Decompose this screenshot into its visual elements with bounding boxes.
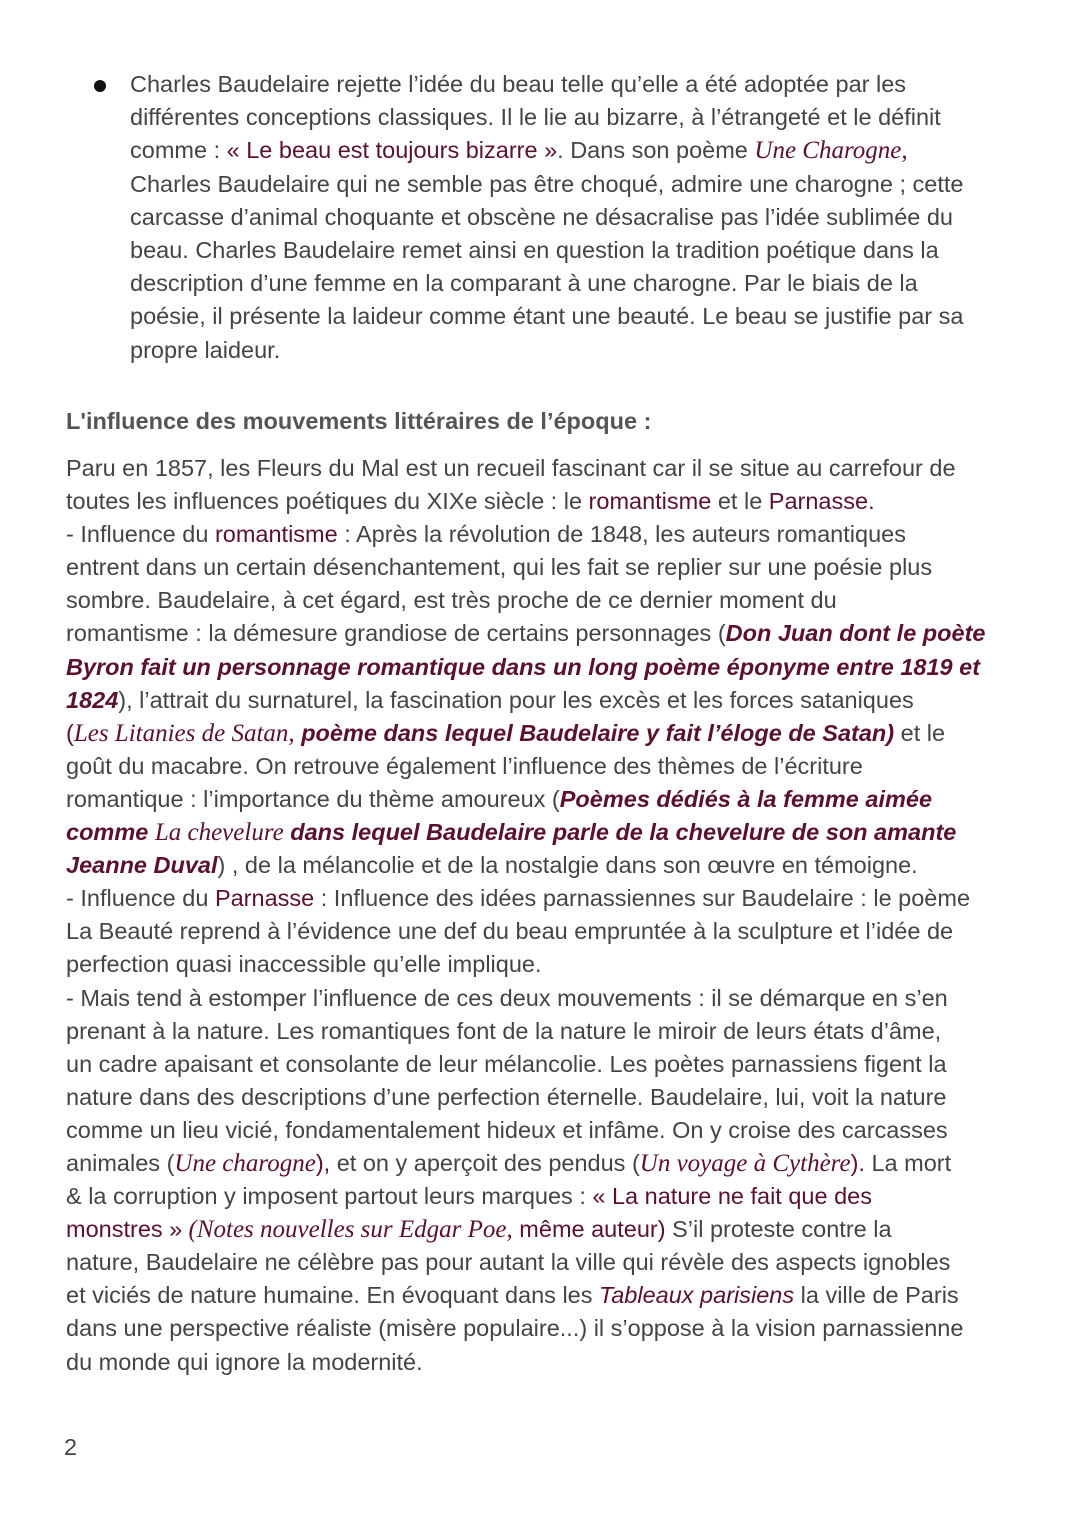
text-run: ), <box>315 1149 331 1176</box>
text-run: La mort <box>864 1149 952 1176</box>
text-line: Paru en 1857, les Fleurs du Mal est un recueil fascinant car il se situe au carrefour de <box>66 455 956 481</box>
text-line <box>66 617 1026 650</box>
text-line <box>66 684 1026 717</box>
keyword-romantisme: romantisme <box>214 521 338 548</box>
text-run: et le <box>711 488 769 515</box>
text-line: sombre. Baudelaire, à cet égard, est très proche de ce dernier moment du <box>66 587 837 614</box>
body-paragraph <box>66 452 1026 1379</box>
text-line <box>130 134 1030 167</box>
text-line <box>66 1279 1026 1312</box>
text-line <box>66 882 1026 915</box>
section-heading: L'influence des mouvements littéraires de l’époque : <box>66 408 652 434</box>
emphasis-text: Poèmes dédiés à la femme aimée <box>559 785 933 812</box>
poem-title: Les Litanies de Satan, <box>73 719 295 747</box>
keyword-parnasse: Parnasse <box>214 885 315 912</box>
emphasis-text: comme <box>66 819 155 846</box>
text-line <box>66 717 1026 750</box>
text-line <box>66 816 1026 849</box>
poem-title: Un voyage à Cythère <box>639 1149 851 1177</box>
text-line <box>66 485 1026 518</box>
text-run: ), l’attrait du surnaturel, la fascination pour les excès et les forces sataniques <box>118 686 914 713</box>
text-run: ( <box>66 719 74 746</box>
bullet-dot-icon <box>94 80 106 92</box>
text-line: prenant à la nature. Les romantiques font de la nature le miroir de leurs états d’âme, <box>66 1017 942 1044</box>
text-line: nature dans des descriptions d’une perfection éternelle. Baudelaire, lui, voit la nature <box>66 1083 947 1110</box>
poem-title: Une charogne <box>174 1149 316 1177</box>
text-run: même auteur) <box>512 1216 666 1243</box>
text-run: - Influence du <box>66 885 215 912</box>
text-line <box>66 1180 1026 1213</box>
text-run: ) , de la mélancolie et de la nostalgie dans son œuvre en témoigne. <box>217 852 918 879</box>
quote-text: « Le beau est toujours bizarre » <box>226 137 558 164</box>
emphasis-text: Don Juan dont le poète <box>725 620 986 647</box>
text-line <box>66 518 1026 551</box>
text-run: comme : <box>130 137 227 164</box>
text-run: : Influence des idées parnassiennes sur Baudelaire : le poème <box>314 885 971 912</box>
emphasis-text: 1824 <box>66 686 119 713</box>
text-line: différentes conceptions classiques. Il le lie au bizarre, à l’étrangeté et le définit <box>130 104 941 131</box>
text-run: romantisme : la démesure grandiose de certains personnages ( <box>66 620 726 647</box>
text-line <box>66 849 1026 882</box>
text-run: et le <box>894 719 946 746</box>
emphasis-text: Jeanne Duval <box>66 852 218 879</box>
text-run: animales ( <box>66 1149 175 1176</box>
text-run: . Dans son poème <box>557 137 755 164</box>
text-run: S’il proteste contre la <box>665 1216 892 1243</box>
text-line: La Beauté reprend à l’évidence une def du beau empruntée à la sculpture et l’idée de <box>66 918 954 945</box>
text-line: propre laideur. <box>130 336 281 363</box>
text-line <box>66 1213 1026 1246</box>
text-run: et viciés de nature humaine. En évoquant dans les <box>66 1282 600 1309</box>
quote-text: « La nature ne fait que des <box>592 1183 872 1210</box>
text-line: description d’une femme en la comparant à une charogne. Par le biais de la <box>130 270 918 297</box>
text-line: Charles Baudelaire rejette l’idée du beau telle qu’elle a été adoptée par les <box>130 71 907 97</box>
keyword-parnasse: Parnasse. <box>768 488 875 515</box>
quote-text: monstres » <box>66 1216 183 1243</box>
poem-title: La chevelure <box>154 819 284 847</box>
text-run: la ville de Paris <box>794 1282 959 1309</box>
text-run: : Après la révolution de 1848, les auteurs romantiques <box>337 521 906 548</box>
text-line: Byron fait un personnage romantique dans un long poème éponyme entre 1819 et <box>66 653 981 680</box>
text-line: comme un lieu vicié, fondamentalement hideux et infâme. On y croise des carcasses <box>66 1116 948 1143</box>
bullet-paragraph <box>130 68 1030 367</box>
text-run: romantique : l’importance du thème amoureux ( <box>66 785 560 812</box>
text-line: goût du macabre. On retrouve également l’influence des thèmes de l’écriture <box>66 752 863 779</box>
poem-title: Une Charogne, <box>754 137 908 165</box>
page-number: 2 <box>64 1434 78 1460</box>
text-line: du monde qui ignore la modernité. <box>66 1348 423 1375</box>
text-line: un cadre apaisant et consolante de leur mélancolie. Les poètes parnassiens figent la <box>66 1050 947 1077</box>
text-line: carcasse d’animal choquante et obscène ne désacralise pas l’idée sublimée du <box>130 203 954 230</box>
text-line: beau. Charles Baudelaire remet ainsi en question la tradition poétique dans la <box>130 237 939 264</box>
text-run: toutes les influences poétiques du XIXe siècle : le <box>66 488 589 515</box>
work-title: Tableaux parisiens <box>599 1282 795 1309</box>
text-run: & la corruption y imposent partout leurs marques : <box>66 1183 593 1210</box>
work-title: (Notes nouvelles sur Edgar Poe, <box>182 1216 513 1244</box>
emphasis-text: poème dans lequel Baudelaire y fait l’éloge de Satan) <box>294 719 895 746</box>
keyword-romantisme: romantisme <box>588 488 712 515</box>
text-run: et on y aperçoit des pendus ( <box>330 1149 640 1176</box>
text-run: - Influence du <box>66 521 215 548</box>
text-line: dans une perspective réaliste (misère populaire...) il s’oppose à la vision parnassienne <box>66 1315 964 1342</box>
text-line: - Mais tend à estomper l’influence de ces deux mouvements : il se démarque en s’en <box>66 984 948 1011</box>
text-line: poésie, il présente la laideur comme étant une beauté. Le beau se justifie par sa <box>130 303 964 330</box>
text-line <box>66 783 1026 816</box>
text-line: entrent dans un certain désenchantement, qui les fait se replier sur une poésie plus <box>66 554 933 581</box>
emphasis-text: dans lequel Baudelaire parle de la chevelure de son amante <box>283 819 957 846</box>
text-line <box>66 1147 1026 1180</box>
text-run: ). <box>850 1149 865 1176</box>
text-line: perfection quasi inaccessible qu’elle implique. <box>66 951 542 978</box>
text-line: Charles Baudelaire qui ne semble pas être choqué, admire une charogne ; cette <box>130 170 964 197</box>
text-line: nature, Baudelaire ne célèbre pas pour autant la ville qui révèle des aspects ignobles <box>66 1249 951 1276</box>
